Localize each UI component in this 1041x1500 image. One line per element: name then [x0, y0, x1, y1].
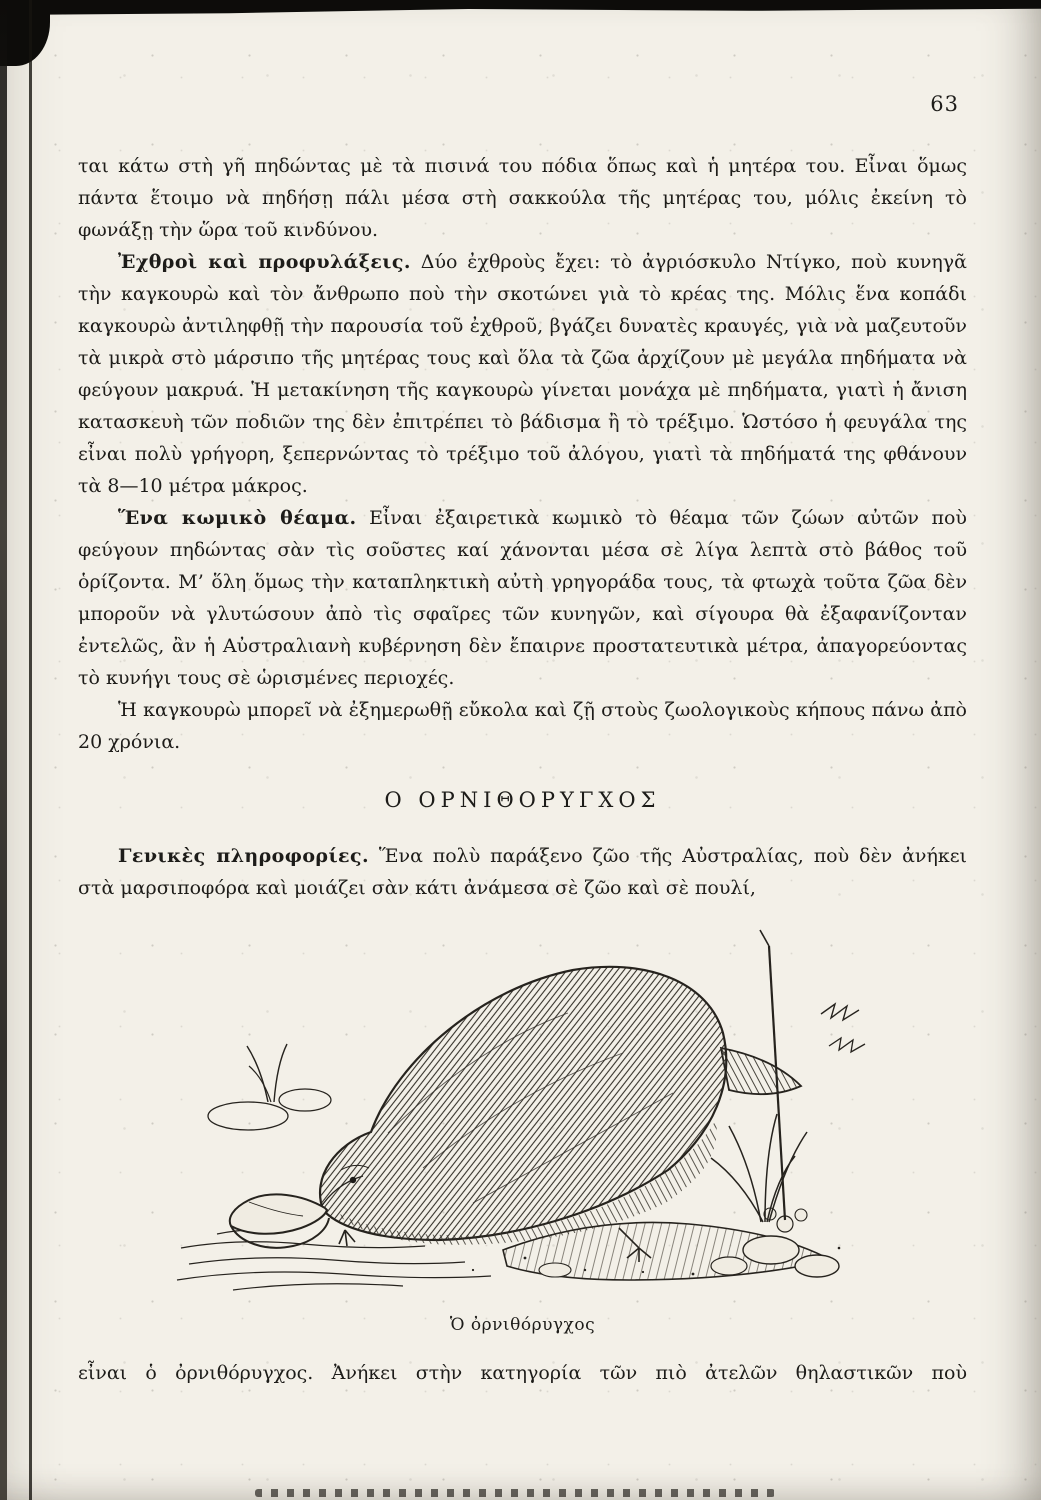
paragraph-general-info — [78, 840, 967, 904]
platypus-illustration — [173, 918, 873, 1293]
platypus-body — [320, 967, 726, 1245]
scan-artifact-corner-blob — [0, 0, 50, 66]
platypus-eye — [349, 1177, 355, 1183]
paragraph-comic-spectacle — [78, 502, 967, 694]
paragraph-text: Ἕνα πολὺ παράξενο ζῶο τῆς Αὐστραλίας, ποὺ δὲν ἀνήκει στὰ μαρσιποφόρα καὶ μοιάζει σὰν κάτι ἀνάμεσα σὲ ζῶο καὶ σὲ πουλί, — [78, 845, 968, 899]
reed-and-foliage — [760, 930, 865, 1220]
paragraph-text: εἶναι ὁ ὀρνιθόρυγχος. Ἀνήκει στὴν κατηγορία τῶν πιὸ ἀτελῶν θηλαστικῶν ποὺ — [78, 1362, 967, 1384]
paragraph-lead: Ἐχθροὶ καὶ προφυλάξεις. — [118, 251, 411, 273]
paragraph-kangaroo-pouch — [78, 150, 967, 246]
paragraph-text: Εἶναι ἐξαιρετικὰ κωμικὸ τὸ θέαμα τῶν ζώων αὐτῶν ποὺ φεύγουν πηδώντας σὰν τὶς σοῦστες καί χάνονται μέσα σὲ λίγα λεπτὰ στὸ βάθος τοῦ ὁρίζοντα. Μ’ ὅλη ὅμως τὴν καταπληκτικὴ αὐτὴ γρηγοράδα τους, τὰ φτωχὰ τοῦτα ζῶα δὲν μποροῦν νὰ γλυτώσουν ἀπὸ τὶς σφαῖρες τῶν κυνηγῶν, καὶ σίγουρα θὰ ἐξαφανίζονταν ἐντελῶς, ἂν ἡ Αὐστραλιανὴ κυβέρνηση δὲν ἔπαιρνε προστατευτικὰ μέτρα, ἀπαγορεύοντας τὸ κυνήγι τους σὲ ὡρισμένες περιοχές. — [78, 507, 967, 689]
scan-artifact-left-edge — [0, 0, 7, 1500]
section-heading-platypus: Ο ΟΡΝΙΘΟΡΥΓΧΟΣ — [384, 788, 661, 812]
page-text-block — [78, 150, 967, 1389]
platypus-figure — [173, 918, 873, 1341]
platypus-bill — [229, 1194, 328, 1247]
platypus-tail — [721, 1048, 801, 1094]
rocks-upper-left — [208, 1044, 331, 1130]
paragraph-lead: Γενικὲς πληροφορίες. — [118, 845, 369, 867]
paragraph-enemies-and-precautions — [78, 246, 967, 502]
figure-caption: Ὁ ὀρνιθόρυγχος — [449, 1315, 596, 1335]
paragraph-platypus-continuation — [78, 1357, 967, 1389]
paragraph-text: Ἡ καγκουρὼ μπορεῖ νὰ ἐξημερωθῇ εὔκολα καὶ ζῇ στοὺς ζωολογικοὺς κήπους πάνω ἀπὸ 20 χρόνια. — [78, 699, 967, 753]
paragraph-lead: Ἕνα κωμικὸ θέαμα. — [118, 507, 357, 529]
scan-artifact-left-line — [29, 0, 32, 1500]
paragraph-text: Δύο ἐχθροὺς ἔχει: τὸ ἀγριόσκυλο Ντίγκο, ποὺ κυνηγᾶ τὴν καγκουρὼ καὶ τὸν ἄνθρωπο ποὺ τὴν σκοτώνει γιὰ τὸ κρέας της. Μόλις ἕνα κοπάδι καγκουρὼ ἀντιληφθῇ τὴν παρουσία τοῦ ἐχθροῦ, βγάζει δυνατὲς κραυγές, γιὰ νὰ μαζευτοῦν τὰ μικρὰ στὸ μάρσιπο τῆς μητέρας τους καὶ ὅλα τὰ ζῶα ἀρχίζουν μὲ μεγάλα πηδήματα νὰ φεύγουν μακρυά. Ἡ μετακίνηση τῆς καγκουρὼ γίνεται μονάχα μὲ πηδήματα, γιατὶ ἡ ἄνιση κατασκευὴ τῶν ποδιῶν της δὲν ἐπιτρέπει τὸ βάδισμα ἢ τὸ τρέξιμο. Ὡστόσο ἡ φευγάλα της εἶναι πολὺ γρήγορη, ξεπερνώντας τὸ τρέξιμο τοῦ ἀλόγου, γιατὶ τὰ πηδήματά της φθάνουν τὰ 8—10 μέτρα μάκρος. — [78, 251, 967, 497]
page-number: 63 — [930, 92, 959, 116]
scan-artifact-top-edge — [0, 0, 1041, 15]
paragraph-domestication — [78, 694, 967, 758]
grass-tuft — [711, 1114, 807, 1222]
paragraph-text: ται κάτω στὴ γῆ πηδώντας μὲ τὰ πισινά του πόδια ὅπως καὶ ἡ μητέρα του. Εἶναι ὅμως πάντα ἕτοιμο νὰ πηδήσῃ πάλι μέσα στὴ σακκούλα τῆς μητέρας του, μόλις ἐκείνη τὸ φωνάξῃ τὴν ὥρα τοῦ κινδύνου. — [78, 155, 967, 241]
scan-artifact-bottom-dots — [255, 1489, 775, 1497]
